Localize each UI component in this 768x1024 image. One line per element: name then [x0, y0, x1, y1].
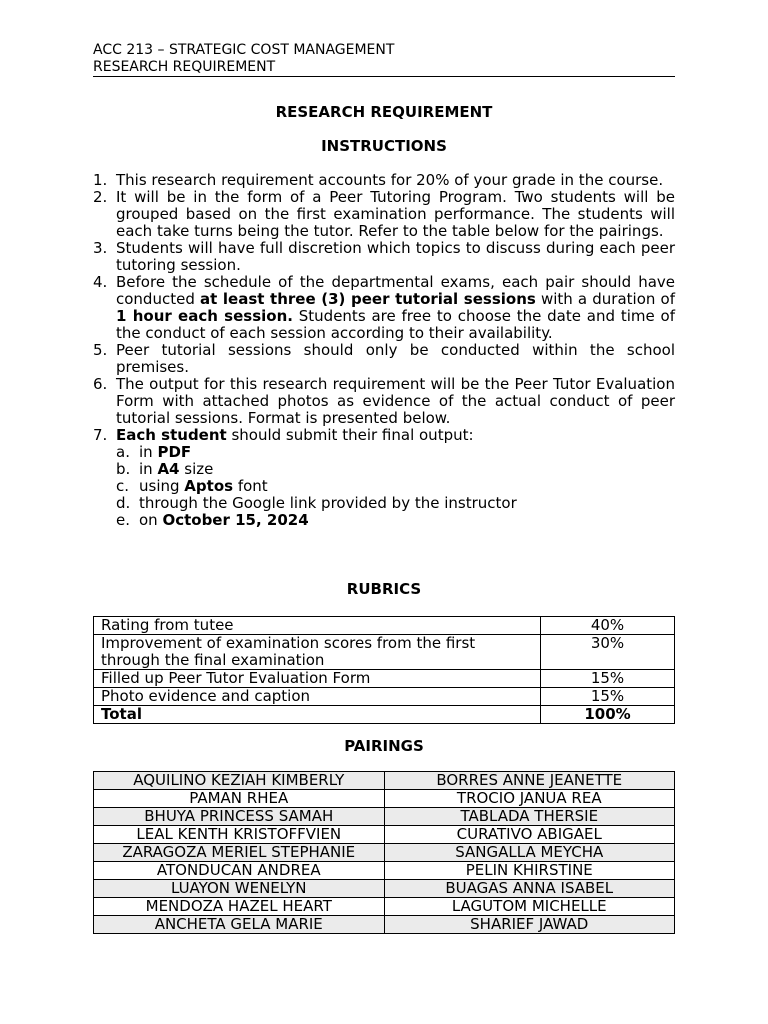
pair-student-a: PAMAN RHEA: [94, 790, 385, 808]
table-row: [94, 617, 675, 635]
rubric-weight: 40%: [541, 617, 675, 635]
table-row: [94, 635, 675, 670]
rubric-weight: 30%: [541, 635, 675, 670]
instruction-item: 3. Students will have full discretion which topics to discuss during each peer tutoring session.: [93, 239, 675, 274]
sublist-item: b. in A4 size: [116, 460, 214, 478]
pair-student-b: SHARIEF JAWAD: [384, 916, 675, 934]
pair-student-a: ATONDUCAN ANDREA: [94, 862, 385, 880]
pair-student-a: LUAYON WENELYN: [94, 880, 385, 898]
table-row: [94, 844, 675, 862]
rubric-total-label: Total: [94, 706, 541, 724]
pairings-table: [93, 771, 675, 934]
rubric-criterion: Rating from tutee: [94, 617, 541, 635]
table-row-total: [94, 706, 675, 724]
pair-student-a: AQUILINO KEZIAH KIMBERLY: [94, 772, 385, 790]
pair-student-a: LEAL KENTH KRISTOFFVIEN: [94, 826, 385, 844]
table-row: [94, 808, 675, 826]
pair-student-b: PELIN KHIRSTINE: [384, 862, 675, 880]
pair-student-b: BORRES ANNE JEANETTE: [384, 772, 675, 790]
sublist-item: a. in PDF: [116, 443, 192, 461]
table-row: [94, 688, 675, 706]
rubric-total-value: 100%: [541, 706, 675, 724]
table-row: [94, 862, 675, 880]
pair-student-a: MENDOZA HAZEL HEART: [94, 898, 385, 916]
pair-student-a: ZARAGOZA MERIEL STEPHANIE: [94, 844, 385, 862]
rubric-criterion: Improvement of examination scores from the first through the final examination: [94, 635, 541, 670]
instruction-item: 2. It will be in the form of a Peer Tutoring Program. Two students will be grouped based on the first examination performance. The students will each take turns being the tutor. Refer to the table below for the pairings.: [93, 188, 675, 240]
instruction-item: 6. The output for this research requirement will be the Peer Tutor Evaluation Form with attached photos as evidence of the actual conduct of peer tutorial sessions. Format is presented below.: [93, 375, 675, 427]
pair-student-b: CURATIVO ABIGAEL: [384, 826, 675, 844]
document-title: RESEARCH REQUIREMENT: [275, 103, 493, 121]
rubrics-heading: RUBRICS: [346, 580, 422, 598]
pair-student-b: LAGUTOM MICHELLE: [384, 898, 675, 916]
table-row: [94, 790, 675, 808]
table-row: [94, 916, 675, 934]
instruction-item: 4. Before the schedule of the departmental exams, each pair should have conducted at least three (3) peer tutorial sessions with a duration of 1 hour each session. Students are free to choose the date and time of the conduct of each session according to their availability.: [93, 273, 676, 342]
pair-student-b: SANGALLA MEYCHA: [384, 844, 675, 862]
pair-student-b: TABLADA THERSIE: [384, 808, 675, 826]
header-subtitle: RESEARCH REQUIREMENT: [93, 58, 276, 75]
pair-student-b: TROCIO JANUA REA: [384, 790, 675, 808]
pair-student-a: BHUYA PRINCESS SAMAH: [94, 808, 385, 826]
sublist-item: d. through the Google link provided by the instructor: [116, 494, 517, 512]
sublist-item: e. on October 15, 2024: [116, 511, 309, 529]
rubric-weight: 15%: [541, 688, 675, 706]
table-row: [94, 670, 675, 688]
pair-student-a: ANCHETA GELA MARIE: [94, 916, 385, 934]
table-row: [94, 880, 675, 898]
table-row: [94, 826, 675, 844]
course-title: ACC 213 – STRATEGIC COST MANAGEMENT: [93, 42, 395, 58]
rubric-weight: 15%: [541, 670, 675, 688]
rubric-criterion: Photo evidence and caption: [94, 688, 541, 706]
rubric-criterion: Filled up Peer Tutor Evaluation Form: [94, 670, 541, 688]
submission-sublist: [116, 444, 675, 529]
instructions-list: [93, 172, 675, 529]
pair-student-b: BUAGAS ANNA ISABEL: [384, 880, 675, 898]
instruction-item: 5. Peer tutorial sessions should only be conducted within the school premises.: [93, 341, 675, 376]
table-row: [94, 772, 675, 790]
instruction-item: 1. This research requirement accounts for 20% of your grade in the course.: [93, 171, 664, 189]
instructions-heading: INSTRUCTIONS: [321, 137, 447, 155]
instruction-item: 7. Each student should submit their final output: a. in PDF b. in A4 size c. using Aptos font d. through the Google link provided by the instructor e. on October 15, 2024: [93, 427, 675, 529]
rubrics-table: [93, 616, 675, 724]
table-row: [94, 898, 675, 916]
page-header: [93, 42, 675, 77]
pairings-heading: PAIRINGS: [344, 737, 424, 755]
sublist-item: c. using Aptos font: [116, 477, 268, 495]
